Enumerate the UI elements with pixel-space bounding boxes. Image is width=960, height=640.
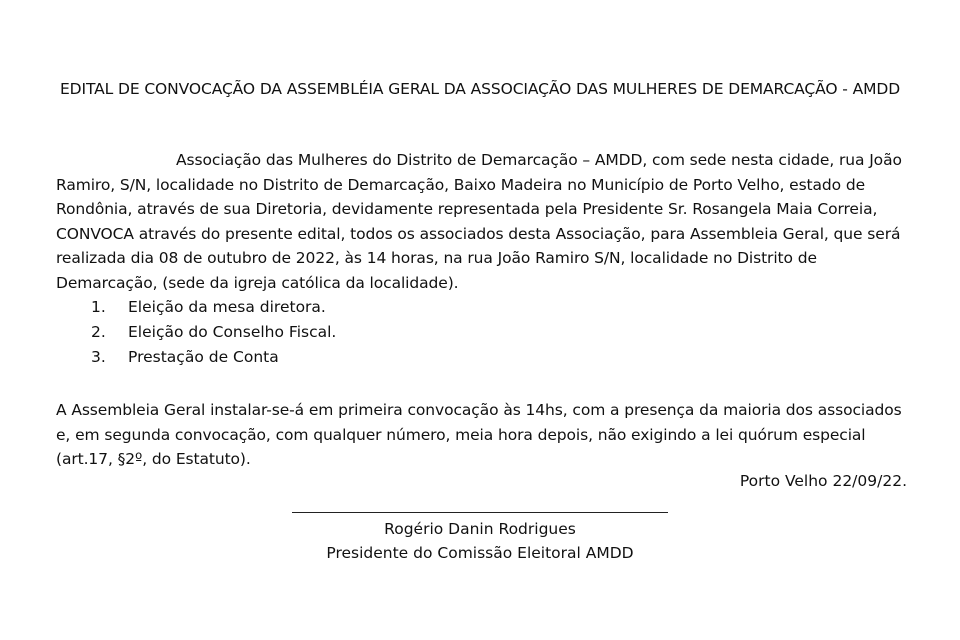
agenda-item-number: 1. [91, 298, 106, 316]
signatory-name: Rogério Danin Rodrigues [384, 520, 576, 538]
agenda-list [56, 295, 856, 370]
agenda-item [56, 295, 856, 320]
agenda-item-text: Prestação de Conta [128, 348, 279, 366]
agenda-item [56, 320, 856, 345]
document-title: EDITAL DE CONVOCAÇÃO DA ASSEMBLÉIA GERAL DA ASSOCIAÇÃO DAS MULHERES DE DEMARCAÇÃO - AMDD [59, 80, 901, 98]
agenda-item-number: 3. [91, 348, 106, 366]
convocation-text: Associação das Mulheres do Distrito de Demarcação – AMDD, com sede nesta cidade, rua João Ramiro, S/N, localidade no Distrito de Demarcação, Baixo Madeira no Município de Porto Velho, estado de Rondônia, através de sua Diretoria, devidamente representada pela Presidente Sr. Rosangela Maia Correia, CONVOCA através do presente edital, todos os associados desta Associação, para Assembleia Geral, que será realizada dia 08 de outubro de 2022, às 14 horas, na rua João Ramiro S/N, localidade no Distrito de Demarcação, (sede da igreja católica da localidade). [56, 151, 902, 292]
agenda-item [56, 345, 856, 370]
agenda-item-number: 2. [91, 323, 106, 341]
installation-paragraph: A Assembleia Geral instalar-se-á em primeira convocação às 14hs, com a presença da maioria dos associados e, em segunda convocação, com qualquer número, meia hora depois, não exigindo a lei quórum especial (art.17, §2º, do Estatuto). [56, 401, 902, 468]
agenda-item-text: Eleição da mesa diretora. [128, 298, 326, 316]
place-date: Porto Velho 22/09/22. [739, 472, 907, 490]
signature-line [292, 512, 668, 513]
convocation-paragraph [56, 148, 906, 295]
agenda-item-text: Eleição do Conselho Fiscal. [128, 323, 337, 341]
signatory-role: Presidente do Comissão Eleitoral AMDD [326, 544, 634, 562]
